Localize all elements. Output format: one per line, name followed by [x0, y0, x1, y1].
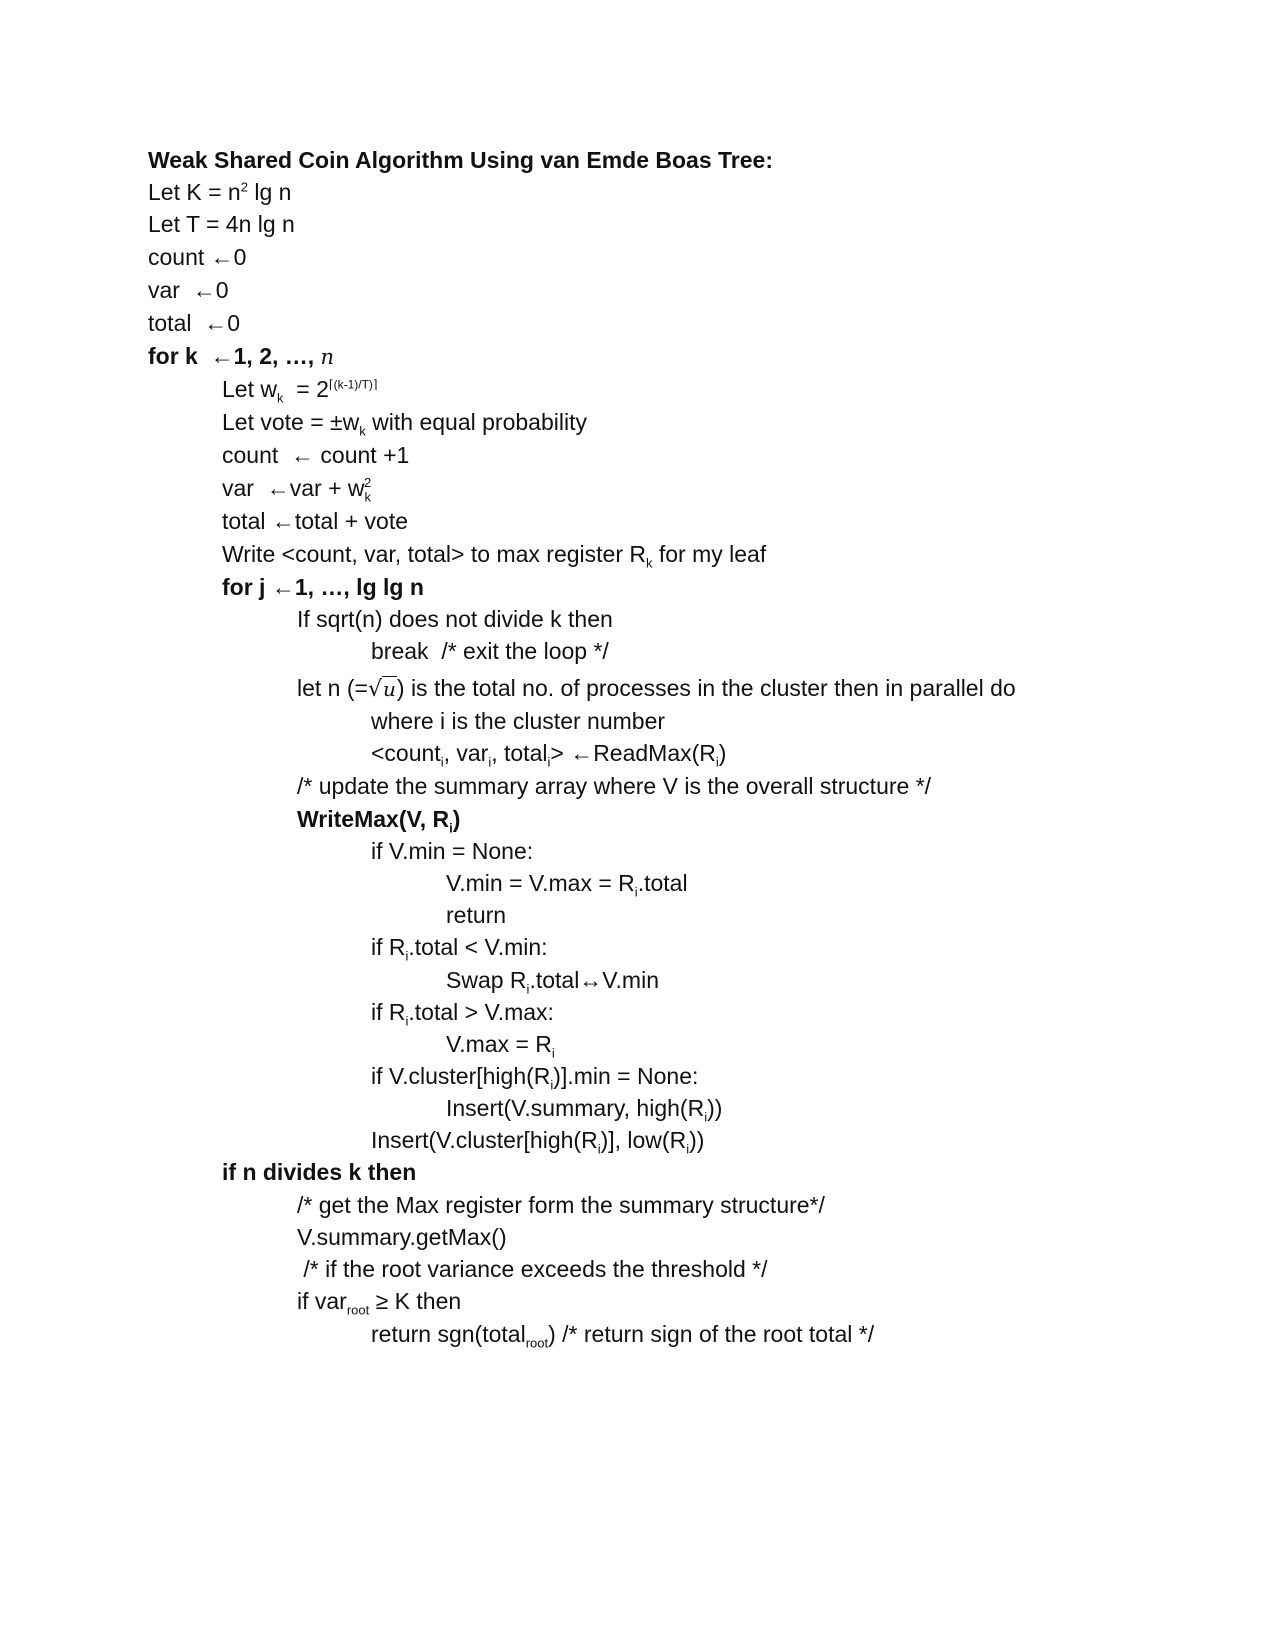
line-getmax: V.summary.getMax() [297, 1224, 507, 1250]
line-let-vote: Let vote = $\pm w_k$ with equal probability [222, 409, 587, 439]
sqrt-symbol: √ [367, 677, 382, 702]
line-comment-getmax: /* get the Max register form the summary structure*/ [297, 1192, 825, 1218]
line-if-min-none: if V.min = None: [371, 838, 534, 864]
line-return: return [446, 902, 507, 928]
line-insert-cluster: $Insert(V.cluster[high(R_i)]$, $low(R_i)$) [371, 1127, 705, 1157]
line-writemax: WriteMax(V, $R_i$) [297, 806, 461, 836]
line-swap: Swap $R_i.total\leftrightarrow V.\min$ [446, 967, 659, 997]
line-comment-root: /* if the root variance exceeds the threshold */ [297, 1256, 768, 1282]
line-let-t: Let T = 4n lg n [148, 211, 295, 237]
line-where-cluster: where i is the cluster number [371, 708, 666, 734]
line-comment-update: /* update the summary array where V is the overall structure */ [297, 773, 932, 799]
line-count-update: count ← count +1 [222, 442, 410, 468]
line-let-wk: Let $w_k = 2^{⌈(k-1)/T)⌉}$ [222, 376, 378, 406]
line-var-update: var ←var + $w_k^2$ [222, 475, 372, 505]
line-if-sqrt: If sqrt(n) does not divide k then [297, 606, 613, 632]
line-count-init: count ←0 [148, 244, 247, 270]
line-var-init: var ←0 [148, 277, 229, 303]
line-if-n-divides: if n divides k then [222, 1159, 417, 1185]
line-if-var-root: if var$_{root}$ ≥ K then [297, 1288, 462, 1318]
line-total-init: total ←0 [148, 310, 241, 336]
line-if-greater-max: if $R_i.total > V.\max$: [371, 999, 554, 1029]
line-if-less-min: if $R_i.total < V.\min$: [371, 934, 548, 964]
line-vmax-assign: $V.\max = R_i$ [446, 1031, 555, 1061]
line-let-n-cluster: let n (=√u) is the total no. of processes in the cluster then in parallel do [297, 675, 1016, 702]
line-if-cluster-none: if $V.cluster[high(R_i)].\min$ = None: [371, 1063, 699, 1093]
line-vmin-assign: $V.\min = V.\max = R_i.total$ [446, 870, 688, 900]
line-for-k: for k ←1, 2, …, n [148, 343, 335, 369]
line-write-register: Write <count, var, total> to max register $R_k$ for my leaf [222, 541, 767, 571]
line-for-j: for j ←1, …, lg lg n [222, 574, 424, 600]
line-readmax: <count$_i$, var$_i$, total$_i$> $\leftarrow ReadMax(R_i)$ [371, 740, 727, 770]
line-return-sgn: return sgn(total$_{root}$) /* return sign of the root total */ [371, 1321, 875, 1351]
line-total-update: total ←total + vote [222, 508, 409, 534]
line-break: break /* exit the loop */ [371, 638, 609, 664]
algorithm-title: Weak Shared Coin Algorithm Using van Emde Boas Tree: [148, 147, 773, 173]
line-insert-summary: Insert(V.summary, $high(R_i)$) [446, 1095, 723, 1125]
line-let-k: Let $K = n^2$ lg n [148, 179, 292, 205]
